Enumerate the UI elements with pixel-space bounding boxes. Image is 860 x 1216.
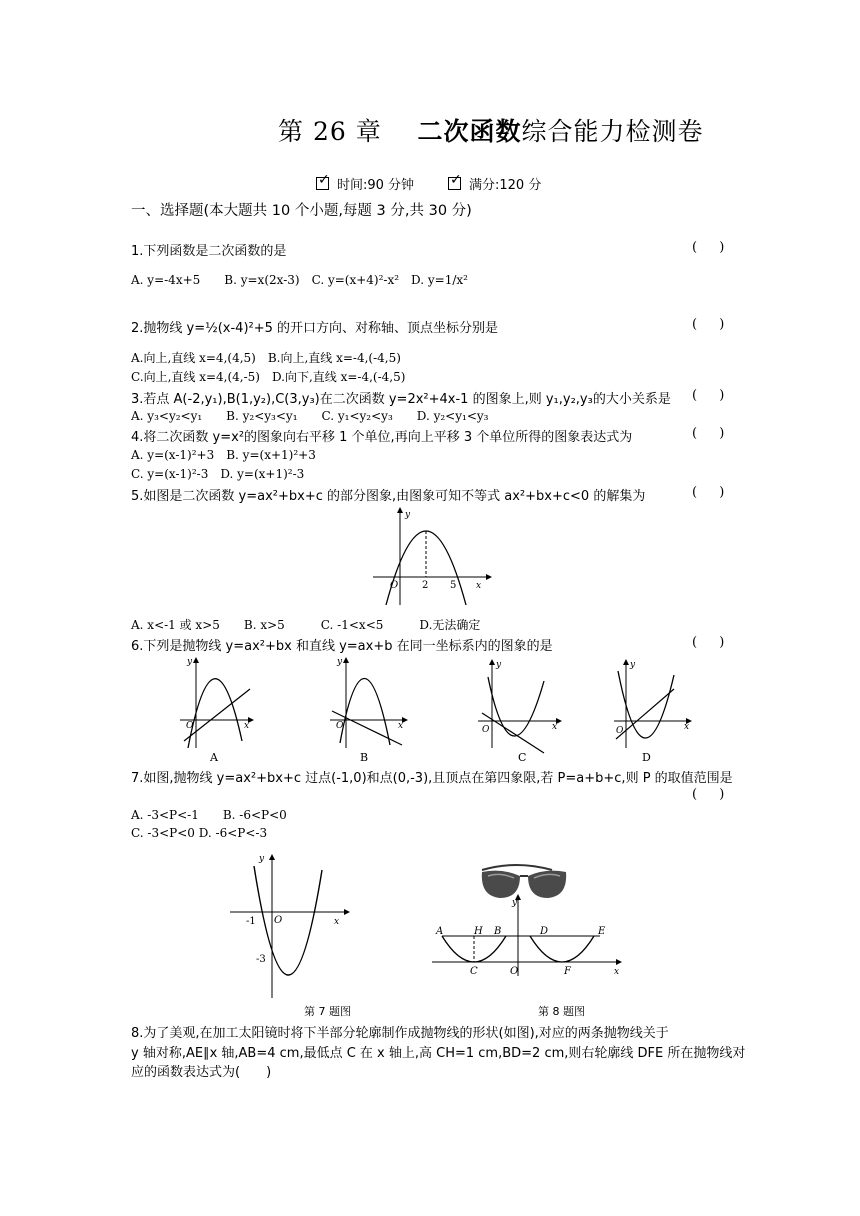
svg-text:y: y: [187, 657, 193, 667]
question-8-line3: 应的函数表达式为( ): [131, 1065, 272, 1080]
q1-options: A. y=-4x+5 B. y=x(2x-3) C. y=(x+4)²-x² D. y=1/x²: [131, 273, 468, 287]
svg-text:O: O: [274, 915, 283, 926]
answer-blank: ( ): [692, 787, 725, 802]
question-8-line2: y 轴对称,AE∥x 轴,AB=4 cm,最低点 C 在 x 轴上,高 CH=1 cm,BD=2 cm,则右轮廓线 DFE 所在抛物线对: [131, 1046, 746, 1061]
answer-blank: ( ): [692, 426, 725, 441]
y-axis-label: y: [405, 510, 411, 520]
svg-text:B: B: [494, 926, 502, 937]
time-info: ✓时间:90 分钟: [316, 174, 414, 193]
svg-text:A: A: [436, 926, 444, 937]
svg-text:D: D: [540, 926, 549, 937]
sunglasses-image: [482, 865, 566, 898]
question-7: 7.如图,抛物线 y=ax²+bx+c 过点(-1,0)和点(0,-3),且顶点在第四象限,若 P=a+b+c,则 P 的取值范围是: [131, 771, 733, 786]
svg-text:F: F: [564, 966, 571, 977]
tick-2: 2: [422, 580, 429, 591]
svg-text:y: y: [512, 898, 518, 908]
q8-figure: [428, 858, 628, 978]
svg-text:x: x: [684, 722, 690, 732]
q3-options: A. y₃<y₂<y₁ B. y₂<y₃<y₁ C. y₁<y₂<y₃ D. y₂<y₁<y₃: [131, 409, 489, 423]
question-4: 4.将二次函数 y=x²的图象向右平移 1 个单位,再向上平移 3 个单位所得的图象表达式为: [131, 430, 633, 445]
svg-text:x: x: [334, 917, 340, 927]
question-1: 1.下列函数是二次函数的是: [131, 244, 287, 259]
svg-text:O: O: [616, 726, 624, 736]
svg-text:y: y: [259, 854, 265, 864]
q4-options-row2: C. y=(x-1)²-3 D. y=(x+1)²-3: [131, 467, 305, 481]
answer-blank: ( ): [692, 317, 725, 332]
x-axis-label: x: [476, 581, 482, 591]
q5-graph: [368, 505, 498, 607]
q2-options-row2: C.向上,直线 x=4,(4,-5) D.向下,直线 x=-4,(-4,5): [131, 370, 406, 384]
svg-text:O: O: [510, 966, 519, 977]
question-5: 5.如图是二次函数 y=ax²+bx+c 的部分图象,由图象可知不等式 ax²+bx+c<0 的解集为: [131, 489, 646, 504]
tick-minus-3: -3: [256, 954, 266, 965]
question-6: 6.下列是抛物线 y=ax²+bx 和直线 y=ax+b 在同一坐标系内的图象的是: [131, 639, 553, 654]
score-info: ✓ 满分:120 分: [448, 174, 541, 193]
option-label: B: [360, 751, 369, 764]
q7-graph: [226, 850, 356, 1000]
origin-label: O: [390, 580, 399, 591]
question-3: 3.若点 A(-2,y₁),B(1,y₂),C(3,y₃)在二次函数 y=2x²+4x-1 的图象上,则 y₁,y₂,y₃的大小关系是: [131, 392, 671, 407]
question-2: 2.抛物线 y=½(x-4)²+5 的开口方向、对称轴、顶点坐标分别是: [131, 321, 499, 336]
svg-text:x: x: [398, 721, 404, 731]
svg-text:O: O: [482, 725, 490, 735]
svg-text:x: x: [244, 721, 250, 731]
svg-text:H: H: [474, 926, 483, 937]
svg-text:O: O: [186, 721, 194, 731]
option-label: C: [518, 751, 527, 764]
answer-blank: ( ): [692, 485, 725, 500]
checkbox-icon: [448, 177, 461, 190]
option-label: A: [210, 751, 218, 764]
q6-graph-b: [326, 653, 410, 765]
option-label: D: [642, 751, 651, 764]
q6-graph-c: [474, 653, 566, 765]
q2-options-row1: A.向上,直线 x=4,(4,5) B.向上,直线 x=-4,(-4,5): [131, 351, 401, 365]
answer-blank: ( ): [692, 635, 725, 650]
svg-text:x: x: [552, 722, 558, 732]
svg-text:x: x: [614, 967, 620, 977]
tick-minus-1: -1: [246, 916, 256, 927]
q5-options: A. x<-1 或 x>5 B. x>5 C. -1<x<5 D.无法确定: [131, 618, 481, 632]
figure-caption-8: 第 8 题图: [538, 1005, 585, 1018]
q7-options-row1: A. -3<P<-1 B. -6<P<0: [131, 808, 287, 822]
svg-text:C: C: [470, 966, 478, 977]
section-heading: 一、选择题(本大题共 10 个小题,每题 3 分,共 30 分): [131, 203, 472, 219]
svg-text:O: O: [336, 721, 344, 731]
q4-options-row1: A. y=(x-1)²+3 B. y=(x+1)²+3: [131, 448, 316, 462]
figure-caption-7: 第 7 题图: [304, 1005, 351, 1018]
answer-blank: ( ): [692, 388, 725, 403]
question-8: 8.为了美观,在加工太阳镜时将下半部分轮廓制作成抛物线的形状(如图),对应的两条抛物线关于: [131, 1026, 669, 1041]
svg-text:y: y: [337, 657, 343, 667]
svg-text:E: E: [598, 926, 606, 937]
svg-text:y: y: [496, 660, 502, 670]
page-title: 第 26 章 二次函数综合能力检测卷: [278, 117, 704, 146]
q6-graph-d: [610, 653, 696, 765]
answer-blank: ( ): [692, 240, 725, 255]
tick-5: 5: [450, 580, 457, 591]
q7-options-row2: C. -3<P<0 D. -6<P<-3: [131, 826, 268, 840]
svg-text:y: y: [630, 660, 636, 670]
checkbox-icon: [316, 177, 329, 190]
q6-graph-a: [176, 653, 256, 765]
